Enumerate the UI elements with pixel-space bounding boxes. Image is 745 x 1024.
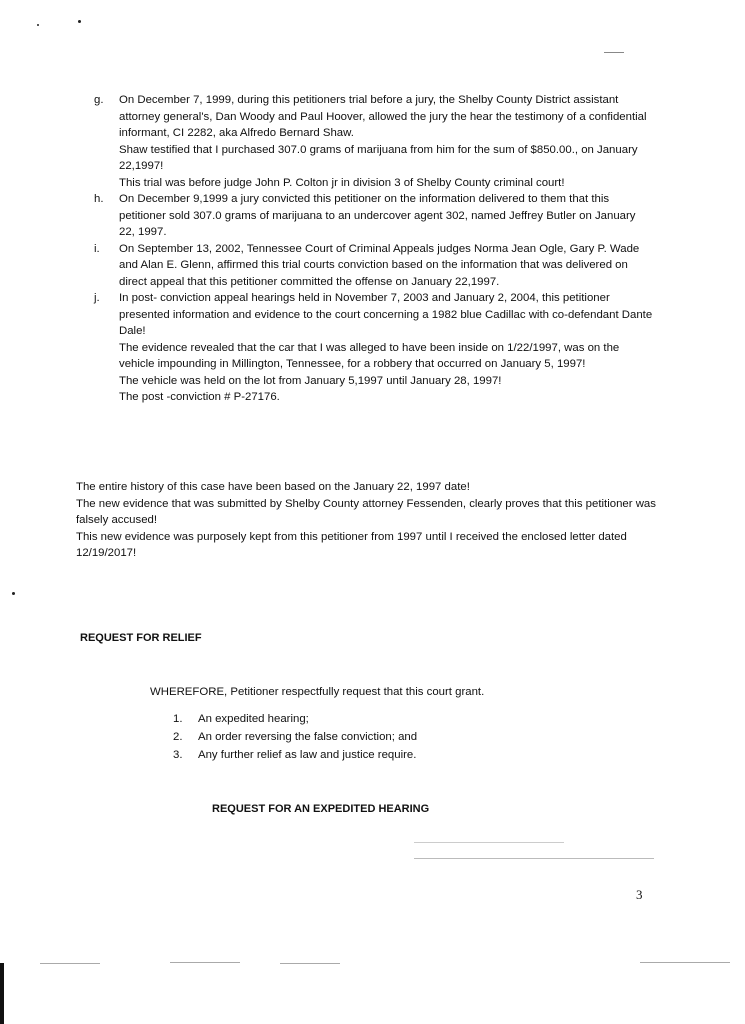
page-number: 3 <box>636 887 643 902</box>
scan-artifact-line <box>604 52 624 53</box>
relief-item <box>173 746 417 764</box>
scan-artifact-line <box>40 963 100 964</box>
relief-item-number: 3. <box>173 749 183 761</box>
scan-artifact-line <box>640 962 730 963</box>
scan-speck <box>78 20 81 23</box>
relief-item-text: An order reversing the false conviction; and <box>198 731 418 743</box>
item-marker: g. <box>94 94 104 106</box>
relief-intro: WHEREFORE, Petitioner respectfully request that this court grant. <box>150 686 485 698</box>
list-item <box>94 92 654 191</box>
relief-item <box>173 728 417 746</box>
list-item <box>94 241 654 291</box>
item-marker: j. <box>94 292 100 304</box>
item-paragraph: In post- conviction appeal hearings held in November 7, 2003 and January 2, 2004, this petitioner presented information and evidence to the court concerning a 1982 blue Cadillac with co-defendant Dante Dale! <box>119 292 653 337</box>
expedited-hearing-heading: REQUEST FOR AN EXPEDITED HEARING <box>212 803 430 815</box>
history-line: The entire history of this case have been based on the January 22, 1997 date! <box>76 481 470 493</box>
item-paragraph: On December 7, 1999, during this petitioners trial before a jury, the Shelby County District assistant attorney general's, Dan Woody and Paul Hoover, allowed the jury the hear the testimony of a confidential informant, CI 2282, aka Alfredo Bernard Shaw. <box>119 94 647 139</box>
allegation-list <box>94 92 654 406</box>
scan-edge-bar <box>0 963 4 1024</box>
relief-item-number: 2. <box>173 731 183 743</box>
item-marker: i. <box>94 242 100 255</box>
scan-speck <box>12 592 15 595</box>
relief-item-text: Any further relief as law and justice require. <box>198 749 417 761</box>
scan-artifact-line <box>414 842 564 843</box>
item-paragraph: This trial was before judge John P. Colton jr in division 3 of Shelby County criminal court! <box>119 176 565 189</box>
relief-list <box>173 710 417 764</box>
list-item <box>94 191 654 241</box>
relief-item <box>173 710 417 728</box>
scan-artifact-line <box>170 962 240 963</box>
item-paragraph: The vehicle was held on the lot from January 5,1997 until January 28, 1997! <box>119 374 502 387</box>
scan-speck <box>37 24 39 26</box>
scan-artifact-line <box>280 963 340 964</box>
relief-heading: REQUEST FOR RELIEF <box>80 632 202 644</box>
item-paragraph: The post -conviction # P-27176. <box>119 391 280 403</box>
history-line: The new evidence that was submitted by Shelby County attorney Fessenden, clearly proves that this petitioner was falsely accused! <box>76 497 656 526</box>
item-paragraph: The evidence revealed that the car that I was alleged to have been inside on 1/22/1997, was on the vehicle impounding in Millington, Tennessee, for a robbery that occurred on January 5, 1997! <box>119 341 620 370</box>
list-item <box>94 290 654 406</box>
relief-item-number: 1. <box>173 713 183 725</box>
item-paragraph: On September 13, 2002, Tennessee Court of Criminal Appeals judges Norma Jean Ogle, Gary P. Wade and Alan E. Glenn, affirmed this trial courts conviction based on the information that was delivered on direct appeal that this petitioner committed the offense on January 22,1997. <box>119 242 640 288</box>
case-history <box>76 479 656 562</box>
history-line: This new evidence was purposely kept from this petitioner from 1997 until I received the enclosed letter dated 12/19/2017! <box>76 530 627 559</box>
item-marker: h. <box>94 193 104 205</box>
item-paragraph: On December 9,1999 a jury convicted this petitioner on the information delivered to them that this petitioner sold 307.0 grams of marijuana to an undercover agent 302, named Jeffrey Butler on January 22, 1997. <box>119 193 636 238</box>
relief-item-text: An expedited hearing; <box>198 713 309 725</box>
item-paragraph: Shaw testified that I purchased 307.0 grams of marijuana from him for the sum of $850.00., on January 22,1997! <box>119 143 638 172</box>
scan-artifact-line <box>414 858 654 859</box>
